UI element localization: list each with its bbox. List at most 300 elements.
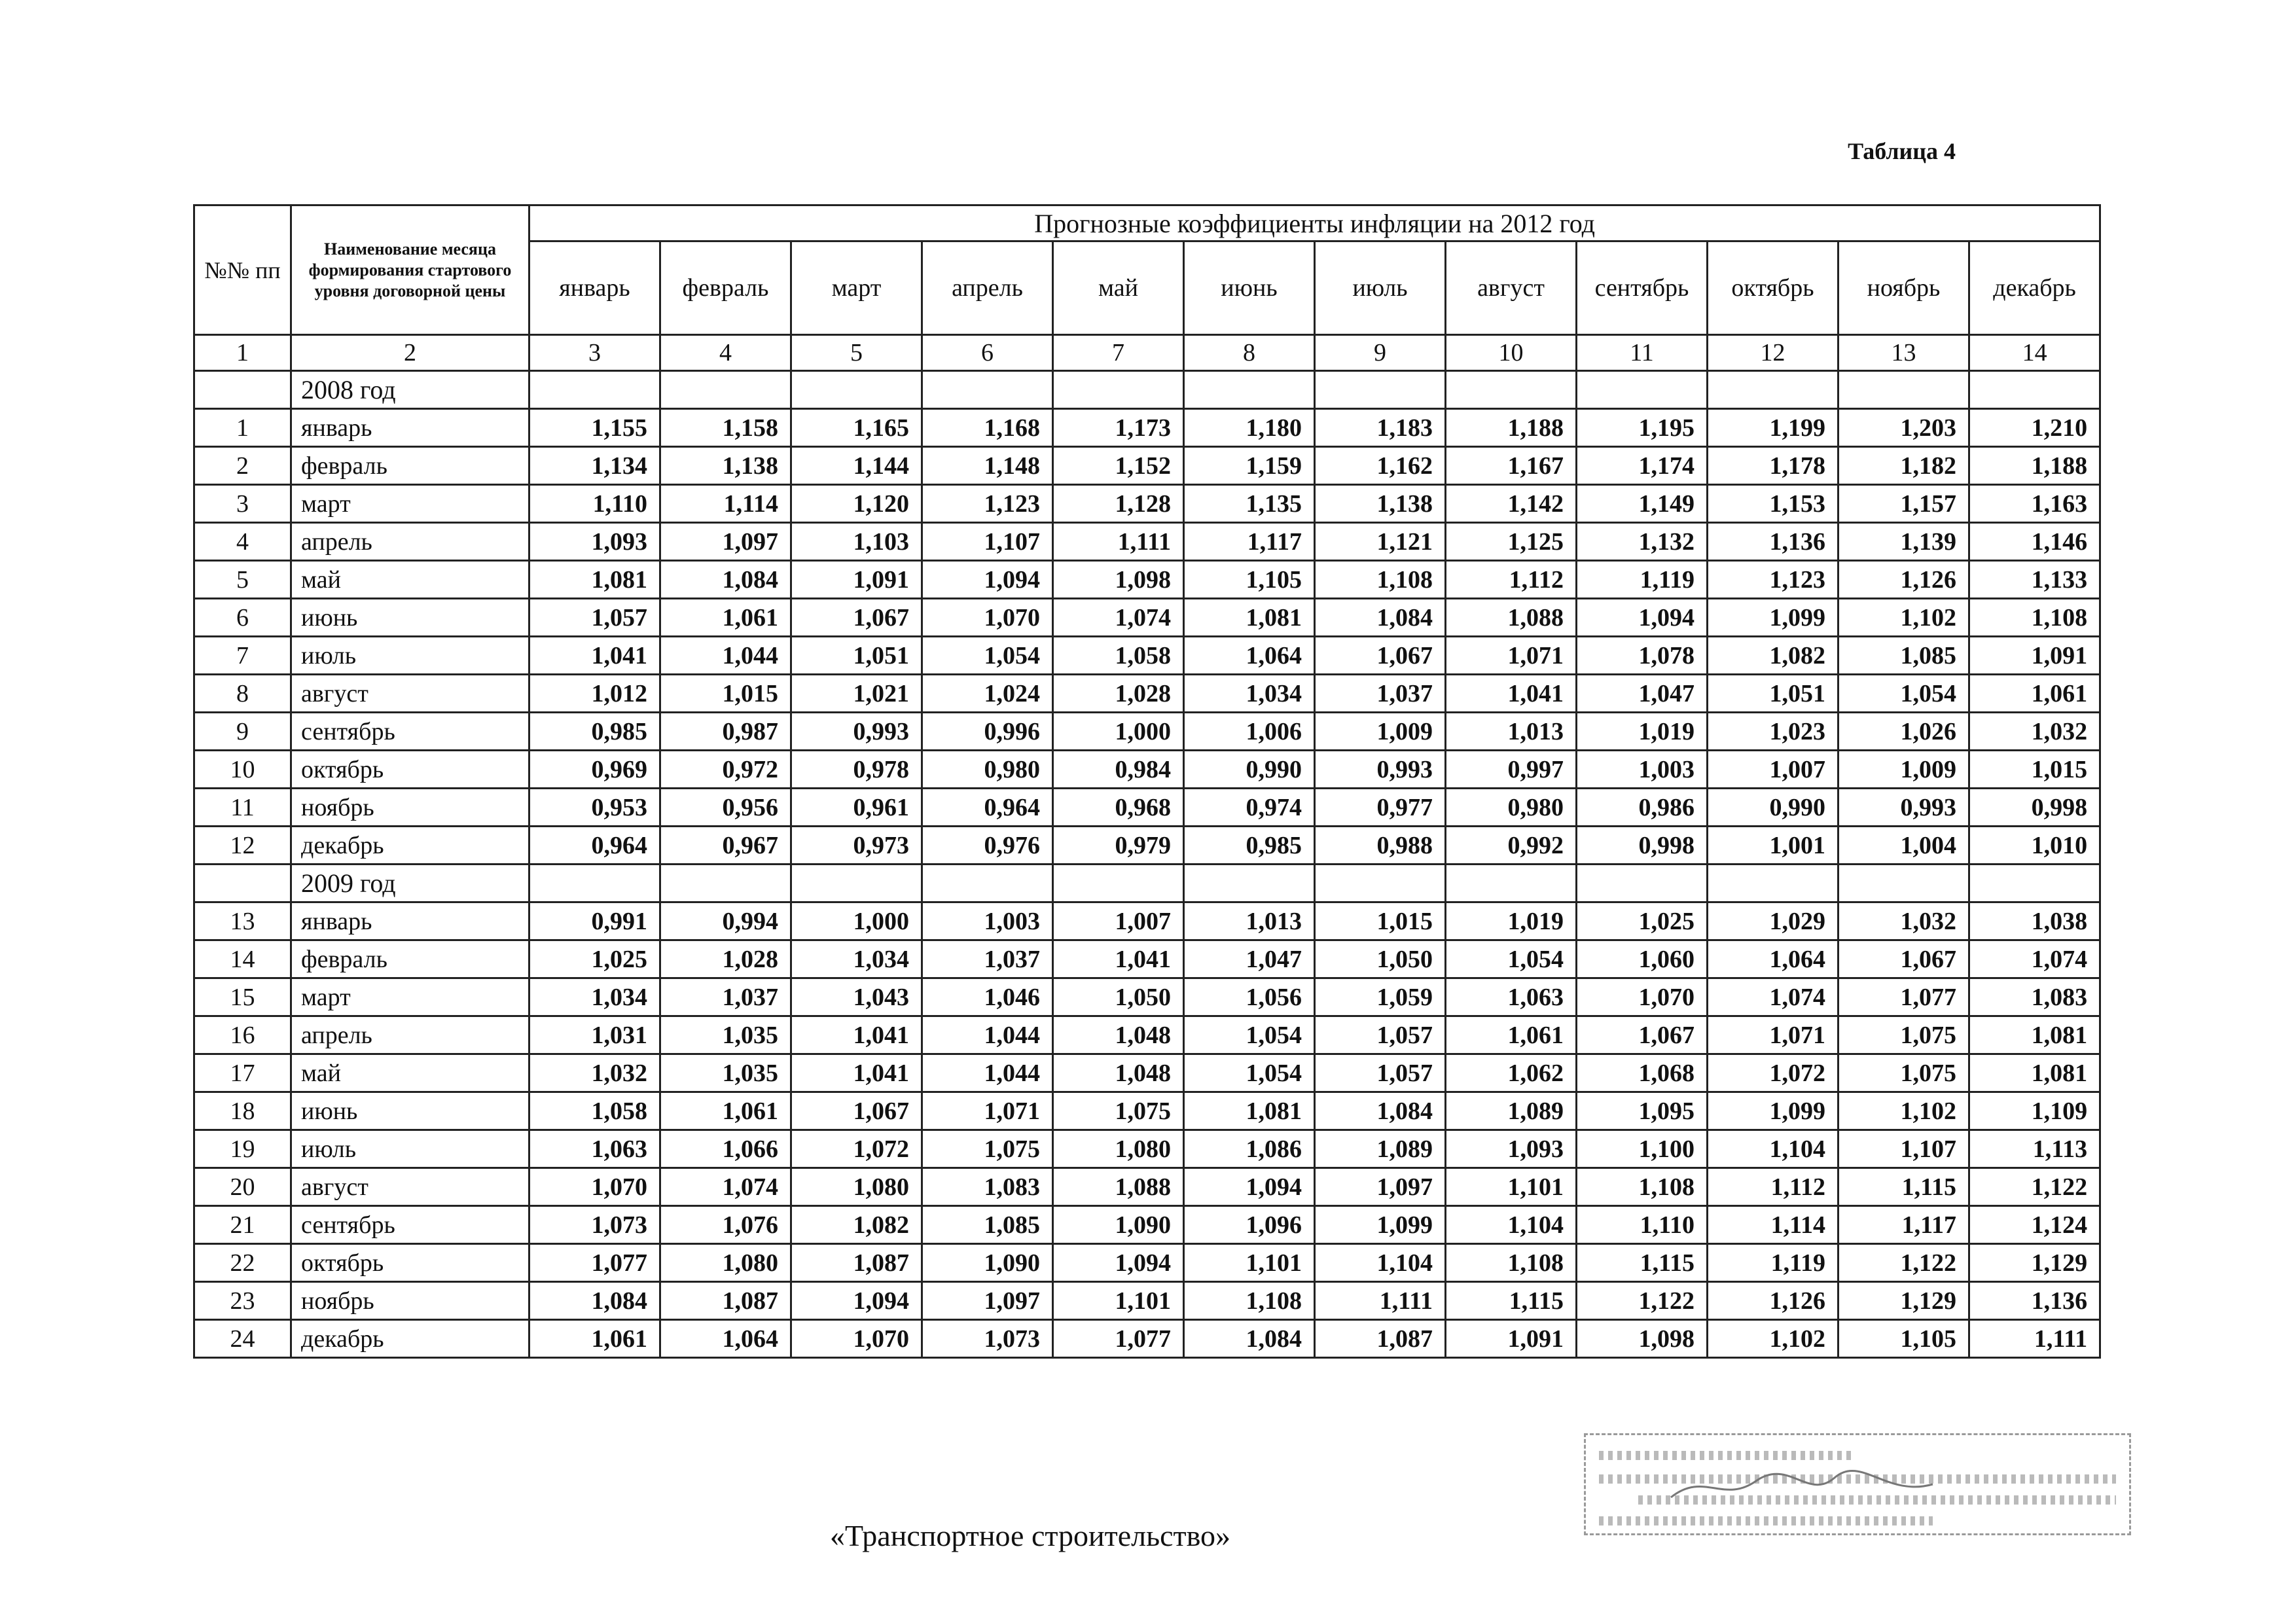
coefficient-cell: 1,094: [1184, 1168, 1315, 1206]
row-number: 10: [194, 751, 291, 789]
coefficient-cell: 1,084: [1315, 599, 1446, 637]
coefficient-cell: 1,080: [1053, 1130, 1184, 1168]
column-numbers-row: [194, 335, 2100, 371]
coefficient-cell: 1,041: [1053, 940, 1184, 978]
coefficient-cell: 0,990: [1184, 751, 1315, 789]
coefficient-cell: 0,969: [529, 751, 660, 789]
coefficient-cell: 1,006: [1184, 713, 1315, 751]
row-month: февраль: [291, 447, 529, 485]
header-name-col: Наименование месяца формирования стартового уровня договорной цены: [291, 205, 529, 335]
coefficient-cell: 1,120: [791, 485, 922, 523]
coefficient-cell: 1,046: [922, 978, 1053, 1016]
table-row: [194, 1092, 2100, 1130]
coefficient-cell: 1,074: [1708, 978, 1839, 1016]
coefficient-cell: 1,064: [660, 1320, 791, 1358]
coefficient-cell: 1,149: [1577, 485, 1708, 523]
coefficient-cell: 1,031: [529, 1016, 660, 1054]
coefficient-cell: 1,051: [791, 637, 922, 675]
year-row: [194, 371, 2100, 409]
empty-cell: [1708, 371, 1839, 409]
column-number: 10: [1446, 335, 1577, 371]
row-number: 7: [194, 637, 291, 675]
empty-cell: [1577, 371, 1708, 409]
coefficient-cell: 1,123: [1708, 561, 1839, 599]
coefficient-cell: 1,073: [529, 1206, 660, 1244]
coefficient-cell: 0,956: [660, 789, 791, 827]
coefficient-cell: 1,041: [529, 637, 660, 675]
coefficient-cell: 1,100: [1577, 1130, 1708, 1168]
header-month: апрель: [922, 241, 1053, 335]
coefficient-cell: 0,998: [1969, 789, 2100, 827]
coefficient-cell: 1,007: [1708, 751, 1839, 789]
coefficient-cell: 1,000: [791, 902, 922, 940]
coefficient-cell: 1,080: [791, 1168, 922, 1206]
coefficient-cell: 0,968: [1053, 789, 1184, 827]
coefficient-cell: 1,122: [1839, 1244, 1969, 1282]
coefficient-cell: 1,054: [922, 637, 1053, 675]
coefficient-cell: 1,047: [1184, 940, 1315, 978]
coefficient-cell: 1,034: [791, 940, 922, 978]
coefficient-cell: 1,099: [1315, 1206, 1446, 1244]
coefficient-cell: 1,094: [1577, 599, 1708, 637]
coefficient-cell: 1,091: [791, 561, 922, 599]
coefficient-cell: 1,121: [1315, 523, 1446, 561]
table-row: [194, 637, 2100, 675]
coefficient-cell: 1,097: [660, 523, 791, 561]
coefficient-cell: 1,135: [1184, 485, 1315, 523]
coefficient-cell: 1,105: [1839, 1320, 1969, 1358]
coefficient-cell: 1,061: [529, 1320, 660, 1358]
column-number: 2: [291, 335, 529, 371]
empty-cell: [1053, 865, 1184, 902]
coefficient-cell: 1,203: [1839, 409, 1969, 447]
coefficient-cell: 1,146: [1969, 523, 2100, 561]
header-num-col: №№ пп: [194, 205, 291, 335]
row-month: август: [291, 1168, 529, 1206]
coefficient-cell: 1,114: [1708, 1206, 1839, 1244]
row-month: январь: [291, 409, 529, 447]
coefficient-cell: 1,124: [1969, 1206, 2100, 1244]
coefficient-cell: 1,075: [922, 1130, 1053, 1168]
coefficient-cell: 1,110: [529, 485, 660, 523]
column-number: 7: [1053, 335, 1184, 371]
coefficient-cell: 0,964: [529, 827, 660, 865]
coefficient-cell: 1,021: [791, 675, 922, 713]
coefficient-cell: 1,044: [660, 637, 791, 675]
coefficient-cell: 1,165: [791, 409, 922, 447]
coefficient-cell: 1,152: [1053, 447, 1184, 485]
coefficient-cell: 1,085: [1839, 637, 1969, 675]
coefficient-cell: 1,168: [922, 409, 1053, 447]
table-row: [194, 1282, 2100, 1320]
row-month: июль: [291, 1130, 529, 1168]
coefficient-cell: 0,993: [791, 713, 922, 751]
coefficient-cell: 1,174: [1577, 447, 1708, 485]
coefficient-cell: 1,056: [1184, 978, 1315, 1016]
coefficient-cell: 1,015: [1315, 902, 1446, 940]
empty-cell: [1315, 371, 1446, 409]
empty-cell: [194, 371, 291, 409]
coefficient-cell: 1,013: [1446, 713, 1577, 751]
coefficient-cell: 1,159: [1184, 447, 1315, 485]
coefficient-cell: 1,028: [1053, 675, 1184, 713]
row-month: июнь: [291, 1092, 529, 1130]
coefficient-cell: 0,980: [1446, 789, 1577, 827]
coefficient-cell: 1,088: [1446, 599, 1577, 637]
coefficient-cell: 1,155: [529, 409, 660, 447]
empty-cell: [1446, 371, 1577, 409]
table-body: [194, 335, 2100, 1358]
empty-cell: [1969, 371, 2100, 409]
row-number: 12: [194, 827, 291, 865]
coefficient-cell: 0,974: [1184, 789, 1315, 827]
coefficient-cell: 1,103: [791, 523, 922, 561]
coefficient-cell: 1,026: [1839, 713, 1969, 751]
coefficient-cell: 0,984: [1053, 751, 1184, 789]
row-month: декабрь: [291, 827, 529, 865]
coefficient-cell: 1,083: [1969, 978, 2100, 1016]
coefficient-cell: 1,119: [1708, 1244, 1839, 1282]
coefficient-cell: 1,077: [1053, 1320, 1184, 1358]
coefficient-cell: 1,067: [791, 599, 922, 637]
header-month: июль: [1315, 241, 1446, 335]
coefficient-cell: 1,071: [1708, 1016, 1839, 1054]
coefficient-cell: 1,112: [1708, 1168, 1839, 1206]
coefficient-cell: 1,054: [1184, 1054, 1315, 1092]
signature-icon: [1664, 1468, 1939, 1507]
coefficient-cell: 1,028: [660, 940, 791, 978]
coefficient-cell: 0,977: [1315, 789, 1446, 827]
column-number: 13: [1839, 335, 1969, 371]
row-number: 15: [194, 978, 291, 1016]
row-number: 3: [194, 485, 291, 523]
coefficient-cell: 1,041: [791, 1054, 922, 1092]
coefficient-cell: 1,138: [1315, 485, 1446, 523]
coefficient-cell: 1,110: [1577, 1206, 1708, 1244]
coefficient-cell: 1,043: [791, 978, 922, 1016]
row-month: май: [291, 561, 529, 599]
table-row: [194, 1168, 2100, 1206]
header-month: март: [791, 241, 922, 335]
coefficient-cell: 1,107: [1839, 1130, 1969, 1168]
coefficient-cell: 1,073: [922, 1320, 1053, 1358]
coefficient-cell: 1,034: [1184, 675, 1315, 713]
coefficient-cell: 1,139: [1839, 523, 1969, 561]
empty-cell: [922, 371, 1053, 409]
empty-cell: [1708, 865, 1839, 902]
coefficient-cell: 1,123: [922, 485, 1053, 523]
coefficient-cell: 1,132: [1577, 523, 1708, 561]
coefficient-cell: 1,089: [1315, 1130, 1446, 1168]
coefficient-cell: 0,972: [660, 751, 791, 789]
coefficient-cell: 1,025: [529, 940, 660, 978]
coefficient-cell: 1,101: [1184, 1244, 1315, 1282]
row-month: июнь: [291, 599, 529, 637]
coefficient-cell: 1,044: [922, 1016, 1053, 1054]
coefficient-cell: 0,978: [791, 751, 922, 789]
coefficient-cell: 1,067: [1315, 637, 1446, 675]
coefficient-cell: 1,085: [922, 1206, 1053, 1244]
coefficient-cell: 1,066: [660, 1130, 791, 1168]
coefficient-cell: 1,136: [1969, 1282, 2100, 1320]
column-number: 3: [529, 335, 660, 371]
empty-cell: [1969, 865, 2100, 902]
coefficient-cell: 1,037: [1315, 675, 1446, 713]
coefficient-cell: 1,058: [1053, 637, 1184, 675]
coefficient-cell: 1,138: [660, 447, 791, 485]
row-number: 8: [194, 675, 291, 713]
header-month: август: [1446, 241, 1577, 335]
coefficient-cell: 1,148: [922, 447, 1053, 485]
coefficient-cell: 1,090: [922, 1244, 1053, 1282]
coefficient-cell: 1,122: [1577, 1282, 1708, 1320]
row-number: 17: [194, 1054, 291, 1092]
coefficient-cell: 0,992: [1446, 827, 1577, 865]
coefficient-cell: 1,108: [1184, 1282, 1315, 1320]
coefficient-cell: 1,095: [1577, 1092, 1708, 1130]
coefficient-cell: 1,142: [1446, 485, 1577, 523]
empty-cell: [1053, 371, 1184, 409]
table-row: [194, 827, 2100, 865]
coefficient-cell: 1,054: [1839, 675, 1969, 713]
coefficient-cell: 0,961: [791, 789, 922, 827]
empty-cell: [529, 865, 660, 902]
row-number: 1: [194, 409, 291, 447]
coefficient-cell: 1,112: [1446, 561, 1577, 599]
coefficient-cell: 1,104: [1315, 1244, 1446, 1282]
coefficient-cell: 1,013: [1184, 902, 1315, 940]
coefficient-cell: 1,059: [1315, 978, 1446, 1016]
coefficient-cell: 1,063: [1446, 978, 1577, 1016]
coefficient-cell: 1,057: [1315, 1054, 1446, 1092]
table-row: [194, 902, 2100, 940]
coefficient-cell: 1,081: [529, 561, 660, 599]
coefficient-cell: 1,071: [1446, 637, 1577, 675]
row-month: ноябрь: [291, 789, 529, 827]
coefficient-cell: 1,210: [1969, 409, 2100, 447]
coefficient-cell: 1,015: [1969, 751, 2100, 789]
coefficient-cell: 1,098: [1577, 1320, 1708, 1358]
empty-cell: [660, 865, 791, 902]
coefficient-cell: 1,084: [529, 1282, 660, 1320]
coefficient-cell: 0,979: [1053, 827, 1184, 865]
coefficient-cell: 1,061: [660, 599, 791, 637]
coefficient-cell: 1,057: [1315, 1016, 1446, 1054]
column-number: 11: [1577, 335, 1708, 371]
coefficient-cell: 1,153: [1708, 485, 1839, 523]
coefficient-cell: 1,128: [1053, 485, 1184, 523]
coefficient-cell: 1,081: [1184, 1092, 1315, 1130]
coefficient-cell: 1,087: [791, 1244, 922, 1282]
table-row: [194, 940, 2100, 978]
coefficient-cell: 1,051: [1708, 675, 1839, 713]
column-number: 8: [1184, 335, 1315, 371]
coefficient-cell: 1,188: [1969, 447, 2100, 485]
coefficient-cell: 1,126: [1708, 1282, 1839, 1320]
row-month: май: [291, 1054, 529, 1092]
empty-cell: [1446, 865, 1577, 902]
column-number: 9: [1315, 335, 1446, 371]
row-month: апрель: [291, 1016, 529, 1054]
coefficient-cell: 0,996: [922, 713, 1053, 751]
coefficient-cell: 1,050: [1315, 940, 1446, 978]
coefficient-cell: 1,099: [1708, 599, 1839, 637]
coefficient-cell: 1,163: [1969, 485, 2100, 523]
coefficient-cell: 1,097: [922, 1282, 1053, 1320]
coefficient-cell: 0,953: [529, 789, 660, 827]
coefficient-cell: 1,178: [1708, 447, 1839, 485]
coefficient-cell: 1,111: [1969, 1320, 2100, 1358]
inflation-coefficients-table: [193, 204, 2101, 1359]
table-row: [194, 1244, 2100, 1282]
row-month: август: [291, 675, 529, 713]
empty-cell: [791, 371, 922, 409]
coefficient-cell: 1,157: [1839, 485, 1969, 523]
footer-title: «Транспортное строительство»: [829, 1519, 1231, 1552]
empty-cell: [922, 865, 1053, 902]
coefficient-cell: 1,032: [1969, 713, 2100, 751]
coefficient-cell: 1,070: [529, 1168, 660, 1206]
header-month: январь: [529, 241, 660, 335]
header-month: май: [1053, 241, 1184, 335]
coefficient-cell: 1,087: [1315, 1320, 1446, 1358]
table-row: [194, 675, 2100, 713]
coefficient-cell: 1,080: [660, 1244, 791, 1282]
row-number: 21: [194, 1206, 291, 1244]
coefficient-cell: 1,061: [660, 1092, 791, 1130]
coefficient-cell: 1,111: [1053, 523, 1184, 561]
coefficient-cell: 1,122: [1969, 1168, 2100, 1206]
coefficient-cell: 1,158: [660, 409, 791, 447]
coefficient-cell: 1,109: [1969, 1092, 2100, 1130]
coefficient-cell: 1,071: [922, 1092, 1053, 1130]
coefficient-cell: 1,012: [529, 675, 660, 713]
coefficient-cell: 1,083: [922, 1168, 1053, 1206]
coefficient-cell: 0,993: [1839, 789, 1969, 827]
row-month: апрель: [291, 523, 529, 561]
table-row: [194, 409, 2100, 447]
coefficient-cell: 1,074: [1053, 599, 1184, 637]
column-number: 12: [1708, 335, 1839, 371]
empty-cell: [529, 371, 660, 409]
coefficient-cell: 0,993: [1315, 751, 1446, 789]
coefficient-cell: 1,087: [660, 1282, 791, 1320]
coefficient-cell: 1,108: [1315, 561, 1446, 599]
table-row: [194, 1130, 2100, 1168]
coefficient-cell: 1,115: [1577, 1244, 1708, 1282]
coefficient-cell: 1,180: [1184, 409, 1315, 447]
year-label: 2008 год: [291, 371, 529, 409]
coefficient-cell: 1,072: [1708, 1054, 1839, 1092]
header-month: октябрь: [1708, 241, 1839, 335]
coefficient-cell: 1,107: [922, 523, 1053, 561]
coefficient-cell: 1,067: [791, 1092, 922, 1130]
coefficient-cell: 1,057: [529, 599, 660, 637]
coefficient-cell: 1,035: [660, 1016, 791, 1054]
coefficient-cell: 1,007: [1053, 902, 1184, 940]
coefficient-cell: 0,988: [1315, 827, 1446, 865]
coefficient-cell: 1,173: [1053, 409, 1184, 447]
year-row: [194, 865, 2100, 902]
row-number: 23: [194, 1282, 291, 1320]
table-label: Таблица 4: [1848, 138, 1956, 164]
table-row: [194, 1016, 2100, 1054]
row-number: 2: [194, 447, 291, 485]
coefficient-cell: 1,104: [1708, 1130, 1839, 1168]
coefficient-cell: 1,035: [660, 1054, 791, 1092]
row-number: 24: [194, 1320, 291, 1358]
coefficient-cell: 1,070: [791, 1320, 922, 1358]
coefficient-cell: 1,082: [791, 1206, 922, 1244]
coefficient-cell: 1,061: [1446, 1016, 1577, 1054]
coefficient-cell: 0,964: [922, 789, 1053, 827]
row-number: 4: [194, 523, 291, 561]
coefficient-cell: 1,136: [1708, 523, 1839, 561]
table-row: [194, 789, 2100, 827]
coefficient-cell: 1,188: [1446, 409, 1577, 447]
row-month: февраль: [291, 940, 529, 978]
coefficient-cell: 1,089: [1446, 1092, 1577, 1130]
empty-cell: [1184, 865, 1315, 902]
table-header: [194, 205, 2100, 335]
coefficient-cell: 1,029: [1708, 902, 1839, 940]
empty-cell: [660, 371, 791, 409]
row-month: март: [291, 485, 529, 523]
coefficient-cell: 1,000: [1053, 713, 1184, 751]
coefficient-cell: 1,003: [1577, 751, 1708, 789]
coefficient-cell: 1,050: [1053, 978, 1184, 1016]
coefficient-cell: 0,985: [1184, 827, 1315, 865]
coefficient-cell: 1,077: [529, 1244, 660, 1282]
coefficient-cell: 1,105: [1184, 561, 1315, 599]
coefficient-cell: 1,183: [1315, 409, 1446, 447]
header-month: декабрь: [1969, 241, 2100, 335]
row-number: 13: [194, 902, 291, 940]
row-month: январь: [291, 902, 529, 940]
coefficient-cell: 1,090: [1053, 1206, 1184, 1244]
coefficient-cell: 1,060: [1577, 940, 1708, 978]
coefficient-cell: 1,088: [1053, 1168, 1184, 1206]
coefficient-cell: 1,094: [1053, 1244, 1184, 1282]
coefficient-cell: 1,115: [1839, 1168, 1969, 1206]
coefficient-cell: 1,019: [1446, 902, 1577, 940]
coefficient-cell: 1,032: [529, 1054, 660, 1092]
row-number: 22: [194, 1244, 291, 1282]
coefficient-cell: 1,117: [1839, 1206, 1969, 1244]
coefficient-cell: 1,113: [1969, 1130, 2100, 1168]
coefficient-cell: 1,068: [1577, 1054, 1708, 1092]
coefficient-cell: 1,074: [660, 1168, 791, 1206]
coefficient-cell: 0,980: [922, 751, 1053, 789]
column-number: 5: [791, 335, 922, 371]
row-month: сентябрь: [291, 1206, 529, 1244]
row-number: 11: [194, 789, 291, 827]
row-month: сентябрь: [291, 713, 529, 751]
table-row: [194, 751, 2100, 789]
coefficient-cell: 1,099: [1708, 1092, 1839, 1130]
empty-cell: [1839, 371, 1969, 409]
year-label: 2009 год: [291, 865, 529, 902]
coefficient-cell: 0,987: [660, 713, 791, 751]
table-row: [194, 1054, 2100, 1092]
coefficient-cell: 1,047: [1577, 675, 1708, 713]
coefficient-cell: 1,072: [791, 1130, 922, 1168]
coefficient-cell: 1,167: [1446, 447, 1577, 485]
row-month: декабрь: [291, 1320, 529, 1358]
coefficient-cell: 1,001: [1708, 827, 1839, 865]
coefficient-cell: 1,108: [1446, 1244, 1577, 1282]
coefficient-cell: 1,182: [1839, 447, 1969, 485]
